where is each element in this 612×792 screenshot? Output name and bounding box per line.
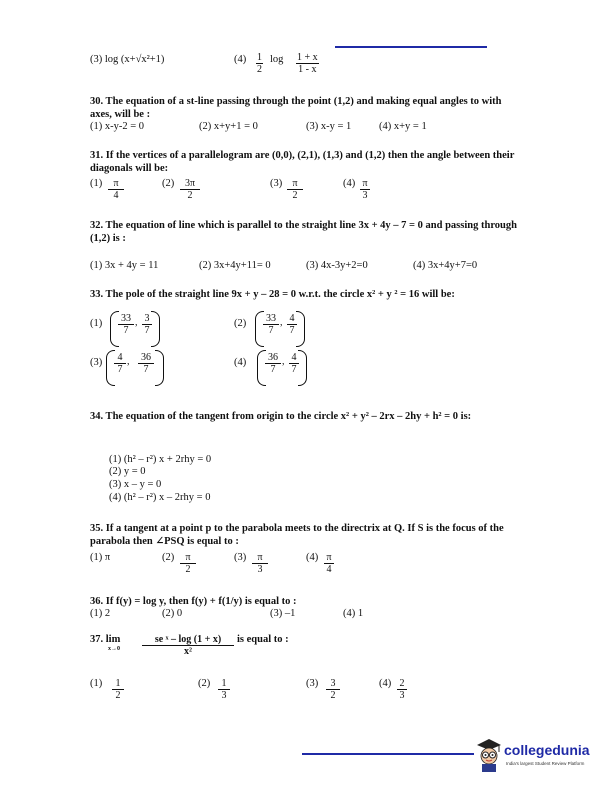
q36-option-3: (3) –1 bbox=[270, 608, 296, 619]
brand-name: collegedunia bbox=[504, 742, 590, 758]
q37-option-2-fraction: $\frac{1}{3}$ bbox=[218, 678, 230, 701]
question-32: 32. The equation of line which is parallel to the straight line 3x + 4y – 7 = 0 and passing through (1,2) is : bbox=[90, 220, 517, 244]
q31-option-2-fraction: $\frac{3\pi}{2}$ bbox=[180, 178, 200, 201]
q31-option-1-label: (1) bbox=[90, 178, 103, 189]
q36-option-2: (2) 0 bbox=[162, 608, 183, 619]
q33-option-4-vector: 36 7 , 4 7 bbox=[257, 350, 307, 386]
q33-option-4-label: (4) bbox=[234, 357, 247, 368]
student-mascot-icon bbox=[474, 736, 504, 772]
q33-option-2-label: (2) bbox=[234, 318, 247, 329]
q37-option-2-label: (2) bbox=[198, 678, 211, 689]
q30-option-2: (2) x+y+1 = 0 bbox=[199, 121, 258, 132]
q37-option-3-label: (3) bbox=[306, 678, 319, 689]
q33-option-1-vector: 33 7 , 3 7 bbox=[110, 311, 160, 347]
q32-option-2: (2) 3x+4y+11= 0 bbox=[199, 260, 271, 271]
q33-option-2-vector: 33 7 , 4 7 bbox=[255, 311, 305, 347]
q31-option-2-label: (2) bbox=[162, 178, 175, 189]
q37-option-1-label: (1) bbox=[90, 678, 103, 689]
q33-option-3-vector: 4 7 , 36 7 bbox=[106, 350, 164, 386]
brand-logo[interactable] bbox=[474, 736, 610, 776]
q31-option-3-fraction: $\frac{\pi}{2}$ bbox=[287, 178, 303, 201]
q33-option-1-label: (1) bbox=[90, 318, 103, 329]
q34-option-4: (4) (h² – r²) x – 2rhy = 0 bbox=[109, 492, 211, 503]
q36-option-1: (1) 2 bbox=[90, 608, 111, 619]
q30-option-4: (4) x+y = 1 bbox=[379, 121, 427, 132]
footer-rule bbox=[302, 753, 474, 755]
q30-option-3: (3) x-y = 1 bbox=[306, 121, 352, 132]
q35-option-1: (1) π bbox=[90, 552, 111, 563]
q33-option-3-label: (3) bbox=[90, 357, 103, 368]
question-36: 36. If f(y) = log y, then f(y) + f(1/y) is equal to : bbox=[90, 596, 297, 607]
q37-option-4-label: (4) bbox=[379, 678, 392, 689]
q36-option-4: (4) 1 bbox=[343, 608, 364, 619]
q32-option-4: (4) 3x+4y+7=0 bbox=[413, 260, 478, 271]
q37-option-3-fraction: $\frac{3}{2}$ bbox=[326, 678, 340, 701]
q34-option-3: (3) x – y = 0 bbox=[109, 479, 162, 490]
top-option-4-coef: $\frac{1}{2}$ bbox=[257, 52, 262, 75]
top-option-4-log: log bbox=[270, 54, 284, 65]
brand-tagline: India's largest Student Review Platform bbox=[506, 761, 585, 766]
q31-option-4-label: (4) bbox=[343, 178, 356, 189]
q35-option-4-label: (4) bbox=[306, 552, 319, 563]
q32-option-1: (1) 3x + 4y = 11 bbox=[90, 260, 159, 271]
q35-option-3-fraction: $\frac{\pi}{3}$ bbox=[252, 552, 268, 575]
top-option-3: (3) log (x+√x²+1) bbox=[90, 54, 165, 65]
question-34: 34. The equation of the tangent from origin to the circle x² + y² – 2rx – 2hy + h² = 0 is: bbox=[90, 411, 472, 422]
q35-option-4-fraction: $\frac{\pi}{4}$ bbox=[324, 552, 334, 575]
question-37-tail: is equal to : bbox=[237, 634, 289, 645]
q31-option-3-label: (3) bbox=[270, 178, 283, 189]
top-option-4-fraction: $\frac{1 + x}{1 - x}$ bbox=[297, 52, 318, 75]
q34-option-2: (2) y = 0 bbox=[109, 466, 146, 477]
question-31: 31. If the vertices of a parallelogram are (0,0), (2,1), (1,3) and (1,2) then the angle between their diagonals will be: bbox=[90, 150, 515, 174]
q35-option-3-label: (3) bbox=[234, 552, 247, 563]
question-35: 35. If a tangent at a point p to the parabola meets to the directrix at Q. If S is the focus of the parabola then ∠PSQ is equal to : bbox=[90, 523, 504, 547]
question-33: 33. The pole of the straight line 9x + y – 28 = 0 w.r.t. the circle x² + y ² = 16 will be: bbox=[90, 289, 455, 300]
top-option-4-label: (4) bbox=[234, 54, 247, 65]
q37-option-1-fraction: $\frac{1}{2}$ bbox=[112, 678, 124, 701]
q37-option-4-fraction: $\frac{2}{3}$ bbox=[397, 678, 407, 701]
q35-option-2-label: (2) bbox=[162, 552, 175, 563]
q34-option-1: (1) (h² – r²) x + 2rhy = 0 bbox=[109, 454, 212, 465]
q31-option-1-fraction: $\frac{\pi}{4}$ bbox=[108, 178, 124, 201]
question-37-expression: $\frac{\text{se ˣ – log (1 + x)}}{\text{x²}}$ bbox=[142, 634, 234, 657]
question-37-limit-subscript: x→0 bbox=[108, 646, 120, 652]
top-rule bbox=[335, 46, 487, 48]
question-30: 30. The equation of a st-line passing through the point (1,2) and making equal angles to with axes, will be : bbox=[90, 96, 502, 120]
q31-option-4-fraction: $\frac{\pi}{3}$ bbox=[360, 178, 370, 201]
question-37-lim: 37. lim bbox=[90, 634, 121, 645]
q32-option-3: (3) 4x-3y+2=0 bbox=[306, 260, 368, 271]
q35-option-2-fraction: $\frac{\pi}{2}$ bbox=[180, 552, 196, 575]
q30-option-1: (1) x-y-2 = 0 bbox=[90, 121, 145, 132]
